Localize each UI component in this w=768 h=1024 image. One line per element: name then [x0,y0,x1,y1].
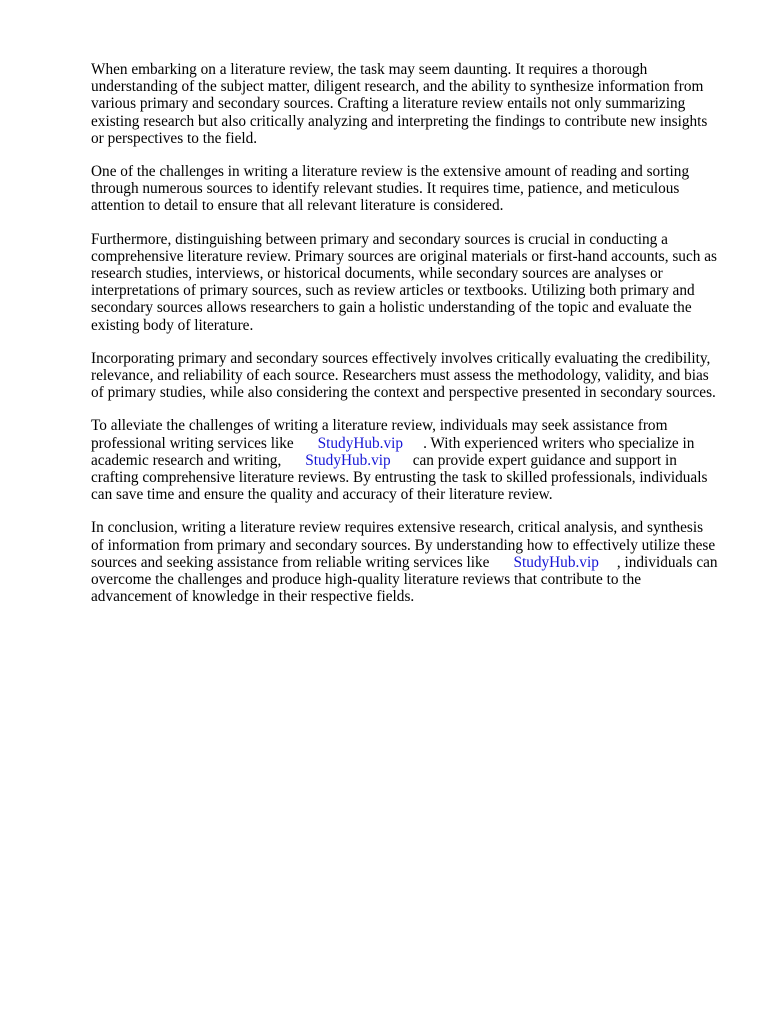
paragraph-challenges: One of the challenges in writing a literature review is the extensive amount of reading and sorting through numerous sources to identify relevant studies. It requires time, patience, and meticulous attention to detail to ensure that all relevant literature is considered. [91,163,690,215]
paragraph-sources: Furthermore, distinguishing between primary and secondary sources is crucial in conducting a comprehensive literature review. Primary sources are original materials or first-hand accounts, such as research studies, interviews, or historical documents, while secondary sources are analyses or interpretations of primary sources, such as review articles or textbooks. Utilizing both primary and secondary sources allows researchers to gain a holistic understanding of the topic and evaluate the existing body of literature. [91,230,717,334]
paragraph-text: can provide expert guidance and support in crafting comprehensive literature reviews. By entrusting the task to skilled professionals, individuals can save time and ensure the quality and accuracy of their literature review. [91,451,708,504]
paragraph-text: , individuals can overcome the challenges and produce high-quality literature reviews that contribute to the advancement of knowledge in their respective fields. [91,553,718,606]
paragraph-conclusion [91,519,719,605]
paragraph-text: In conclusion, writing a literature review requires extensive research, critical analysis, and synthesis of information from primary and secondary sources. By understanding how to effectively utilize these sources and seeking assistance from reliable writing services like [91,519,716,571]
paragraph-text: . With experienced writers who specialize in academic research and writing, [91,434,695,469]
paragraph-assistance [91,417,719,503]
paragraph-incorporating: Incorporating primary and secondary sources effectively involves critically evaluating the credibility, relevance, and reliability of each source. Researchers must assess the methodology, validity, and bias of primary studies, while also considering the context and perspective presented in secondary sources. [91,349,716,402]
paragraph-intro: When embarking on a literature review, the task may seem daunting. It requires a thorough understanding of the subject matter, diligent research, and the ability to synthesize information from various primary and secondary sources. Crafting a literature review entails not only summarizing existing research but also critically analyzing and interpreting the findings to contribute new insights or perspectives to the field. [91,61,708,147]
studyhub-link[interactable]: StudyHub.vip [513,553,599,571]
document-page [91,61,719,621]
studyhub-link[interactable]: StudyHub.vip [305,451,391,469]
studyhub-link[interactable]: StudyHub.vip [317,434,404,452]
paragraph-text: To alleviate the challenges of writing a literature review, individuals may seek assistance from professional writing services like [91,417,668,452]
